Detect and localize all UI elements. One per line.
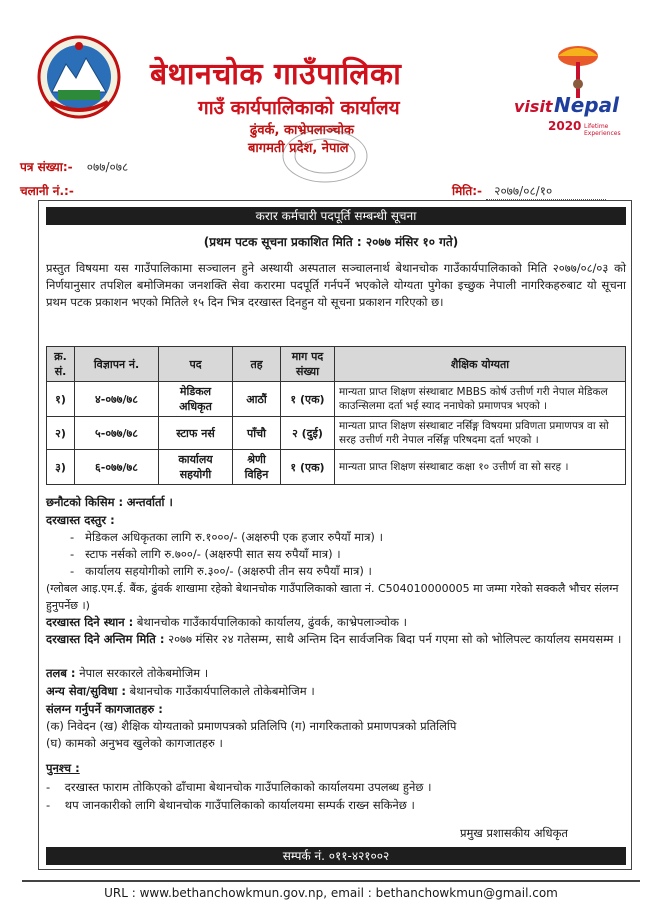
dispatch-number: चलानी नं.:-	[20, 184, 74, 198]
col-ad-no: विज्ञापन नं.	[75, 347, 159, 382]
fee-item: - स्टाफ नर्सको लागि रु.७००/- (अक्षरुपी सात सय रुपैयाँ मात्र) ।	[70, 547, 341, 561]
letter-date: मिति:- २०७७/०८/१०	[452, 182, 606, 200]
letterhead	[0, 0, 662, 170]
footer-contact: URL : www.bethanchowkmun.gov.np, email : bethanchowkmun@gmail.com	[104, 886, 558, 900]
col-level: तह	[233, 347, 281, 382]
nepal-emblem-icon	[36, 34, 122, 120]
org-name: बेथानचोक गाउँपालिका	[150, 57, 402, 92]
table-header-row	[47, 347, 626, 382]
application-deadline: दरखास्त दिने अन्तिम मिति : २०७७ मंसिर २४ गतेसम्म, साथै अन्तिम दिन सार्वजनिक बिदा पर्न गएमा सो को भोलिपल्ट कार्यालय समयसम्म ।	[46, 632, 622, 646]
col-post: पद	[159, 347, 233, 382]
table-row: २) ५-०७७/७८ स्टाफ नर्स पाँचौ २ (दुई) मान्यता प्राप्त शिक्षण संस्थाबाट नर्सिङ्ग विषयमा प्रविणता प्रमाणपत्र वा सो सरह उत्तीर्ण गरी नेपाल नर्सिङ्ग परिषदमा दर्ता भएको ।	[47, 417, 626, 450]
postscript-item: - थप जानकारीको लागि बेथानचोक गाउँपालिकाको कार्यालयमा सम्पर्क राख्न सकिनेछ ।	[46, 798, 415, 812]
application-place: दरखास्त दिने स्थान : बेथानचोक गाउँकार्यपालिकाको कार्यालय, ढुंवर्क, काभ्रेपलाञ्चोक ।	[46, 615, 407, 629]
documents-line: (क) निवेदन (ख) शैक्षिक योग्यताको प्रमाणपत्रको प्रतिलिपि (ग) नागरिकताको प्रमाणपत्रको प्रतिलिपि	[46, 719, 457, 733]
svg-text:visit: visit	[514, 97, 553, 116]
notice-title: करार कर्मचारी पदपूर्ति सम्बन्धी सूचना	[46, 207, 626, 225]
col-count: माग पद संख्या	[281, 347, 335, 382]
svg-text:2020: 2020	[548, 119, 582, 133]
notice-intro: प्रस्तुत विषयमा यस गाउँपालिकामा सञ्चालन हुने अस्थायी अस्पताल सञ्चालनार्थ बेथानचोक गाउँकार्यपालिकाको मिति २०७७/०८/०३ को निर्णयानुसार तपशिल बमोजिमका जनशक्ति सेवा करारमा पदपूर्ति गर्नपर्ने भएकोले योग्यता पुगेका इच्छुक नेपाली नागरिकहरुबाट यो सूचना प्रथम पटक प्रकाशन भएको मितिले १५ दिन भित्र दरखास्त दिनहुन यो सूचना प्रकाशन गरिएको छ।	[46, 261, 626, 309]
vacancy-table	[46, 346, 626, 485]
ref-number: पत्र संख्या:- ०७७/०७८	[20, 160, 129, 174]
col-qualification: शैक्षिक योग्यता	[335, 347, 626, 382]
visit-nepal-logo-icon	[514, 40, 634, 140]
documents-line: (घ) कामको अनुभव खुलेको कागजातहरु ।	[46, 736, 223, 750]
office-stamp-icon	[270, 118, 380, 188]
postscript-label: पुनश्च :	[46, 761, 80, 775]
postscript-item: - दरखास्त फाराम तोकिएको ढाँचामा बेथानचोक गाउँपालिकाको कार्यालयमा उपलब्ध हुनेछ ।	[46, 780, 432, 794]
svg-text:Lifetime: Lifetime	[584, 123, 609, 130]
signatory: प्रमुख प्रशासकीय अधिकृत	[460, 826, 568, 840]
table-row: ३) ६-०७७/७८ कार्यालय सहयोगी श्रेणी विहिन १ (एक) मान्यता प्राप्त शिक्षण संस्थाबाट कक्षा १० उत्तीर्ण वा सो सरह ।	[47, 450, 626, 485]
address-line-2: बागमती प्रदेश, नेपाल	[248, 141, 349, 156]
bank-note: (ग्लोबल आइ.एम.ई. बैंक, ढुंवर्क शाखामा रहेको बेथानचोक गाउँपालिकाको खाता नं. C504010000005 मा जम्मा गरेको सक्कलै भौचर संलग्न हुनुपर्नेछ ।)	[46, 582, 619, 612]
other-benefits: अन्य सेवा/सुविधा : बेथानचोक गाउँकार्यपालिकाले तोकेबमोजिम ।	[46, 684, 315, 698]
table-row: १) ४-०७७/७८ मेडिकल अधिकृत आठौं १ (एक) मान्यता प्राप्त शिक्षण संस्थाबाट MBBS कोर्ष उत्तीर्ण गरी नेपाल मेडिकल काउन्सिलमा दर्ता भई स्याद ननाघेको प्रमाणपत्र भएको ।	[47, 382, 626, 417]
address-line-1: ढुंवर्क, काभ्रेपलाञ्चोक	[250, 123, 354, 138]
documents-label: संलग्न गर्नुपर्ने कागजातहरु :	[46, 702, 163, 716]
svg-text:Experiences: Experiences	[584, 130, 621, 137]
svg-text:Nepal: Nepal	[554, 93, 619, 117]
office-name: गाउँ कार्यपालिकाको कार्यालय	[198, 97, 400, 119]
footer-divider	[22, 880, 640, 882]
col-sn: क्र. सं.	[47, 347, 75, 382]
fee-label: दरखास्त दस्तुर :	[46, 513, 115, 527]
fee-item: - मेडिकल अधिकृतका लागि रु.१०००/- (अक्षरुपी एक हजार रुपैयाँ मात्र) ।	[70, 530, 383, 544]
selection-method: छनौटको किसिम : अन्तर्वार्ता ।	[46, 495, 173, 509]
salary: तलब : नेपाल सरकारले तोकेबमोजिम ।	[46, 666, 209, 680]
fee-item: - कार्यालय सहयोगीको लागि रु.३००/- (अक्षरुपी तीन सय रुपैयाँ मात्र) ।	[70, 564, 372, 578]
contact-number: सम्पर्क नं. ०११-४२१००२	[46, 847, 626, 865]
notice-subtitle: (प्रथम पटक सूचना प्रकाशित मिति : २०७७ मंसिर १० गते)	[203, 235, 459, 249]
